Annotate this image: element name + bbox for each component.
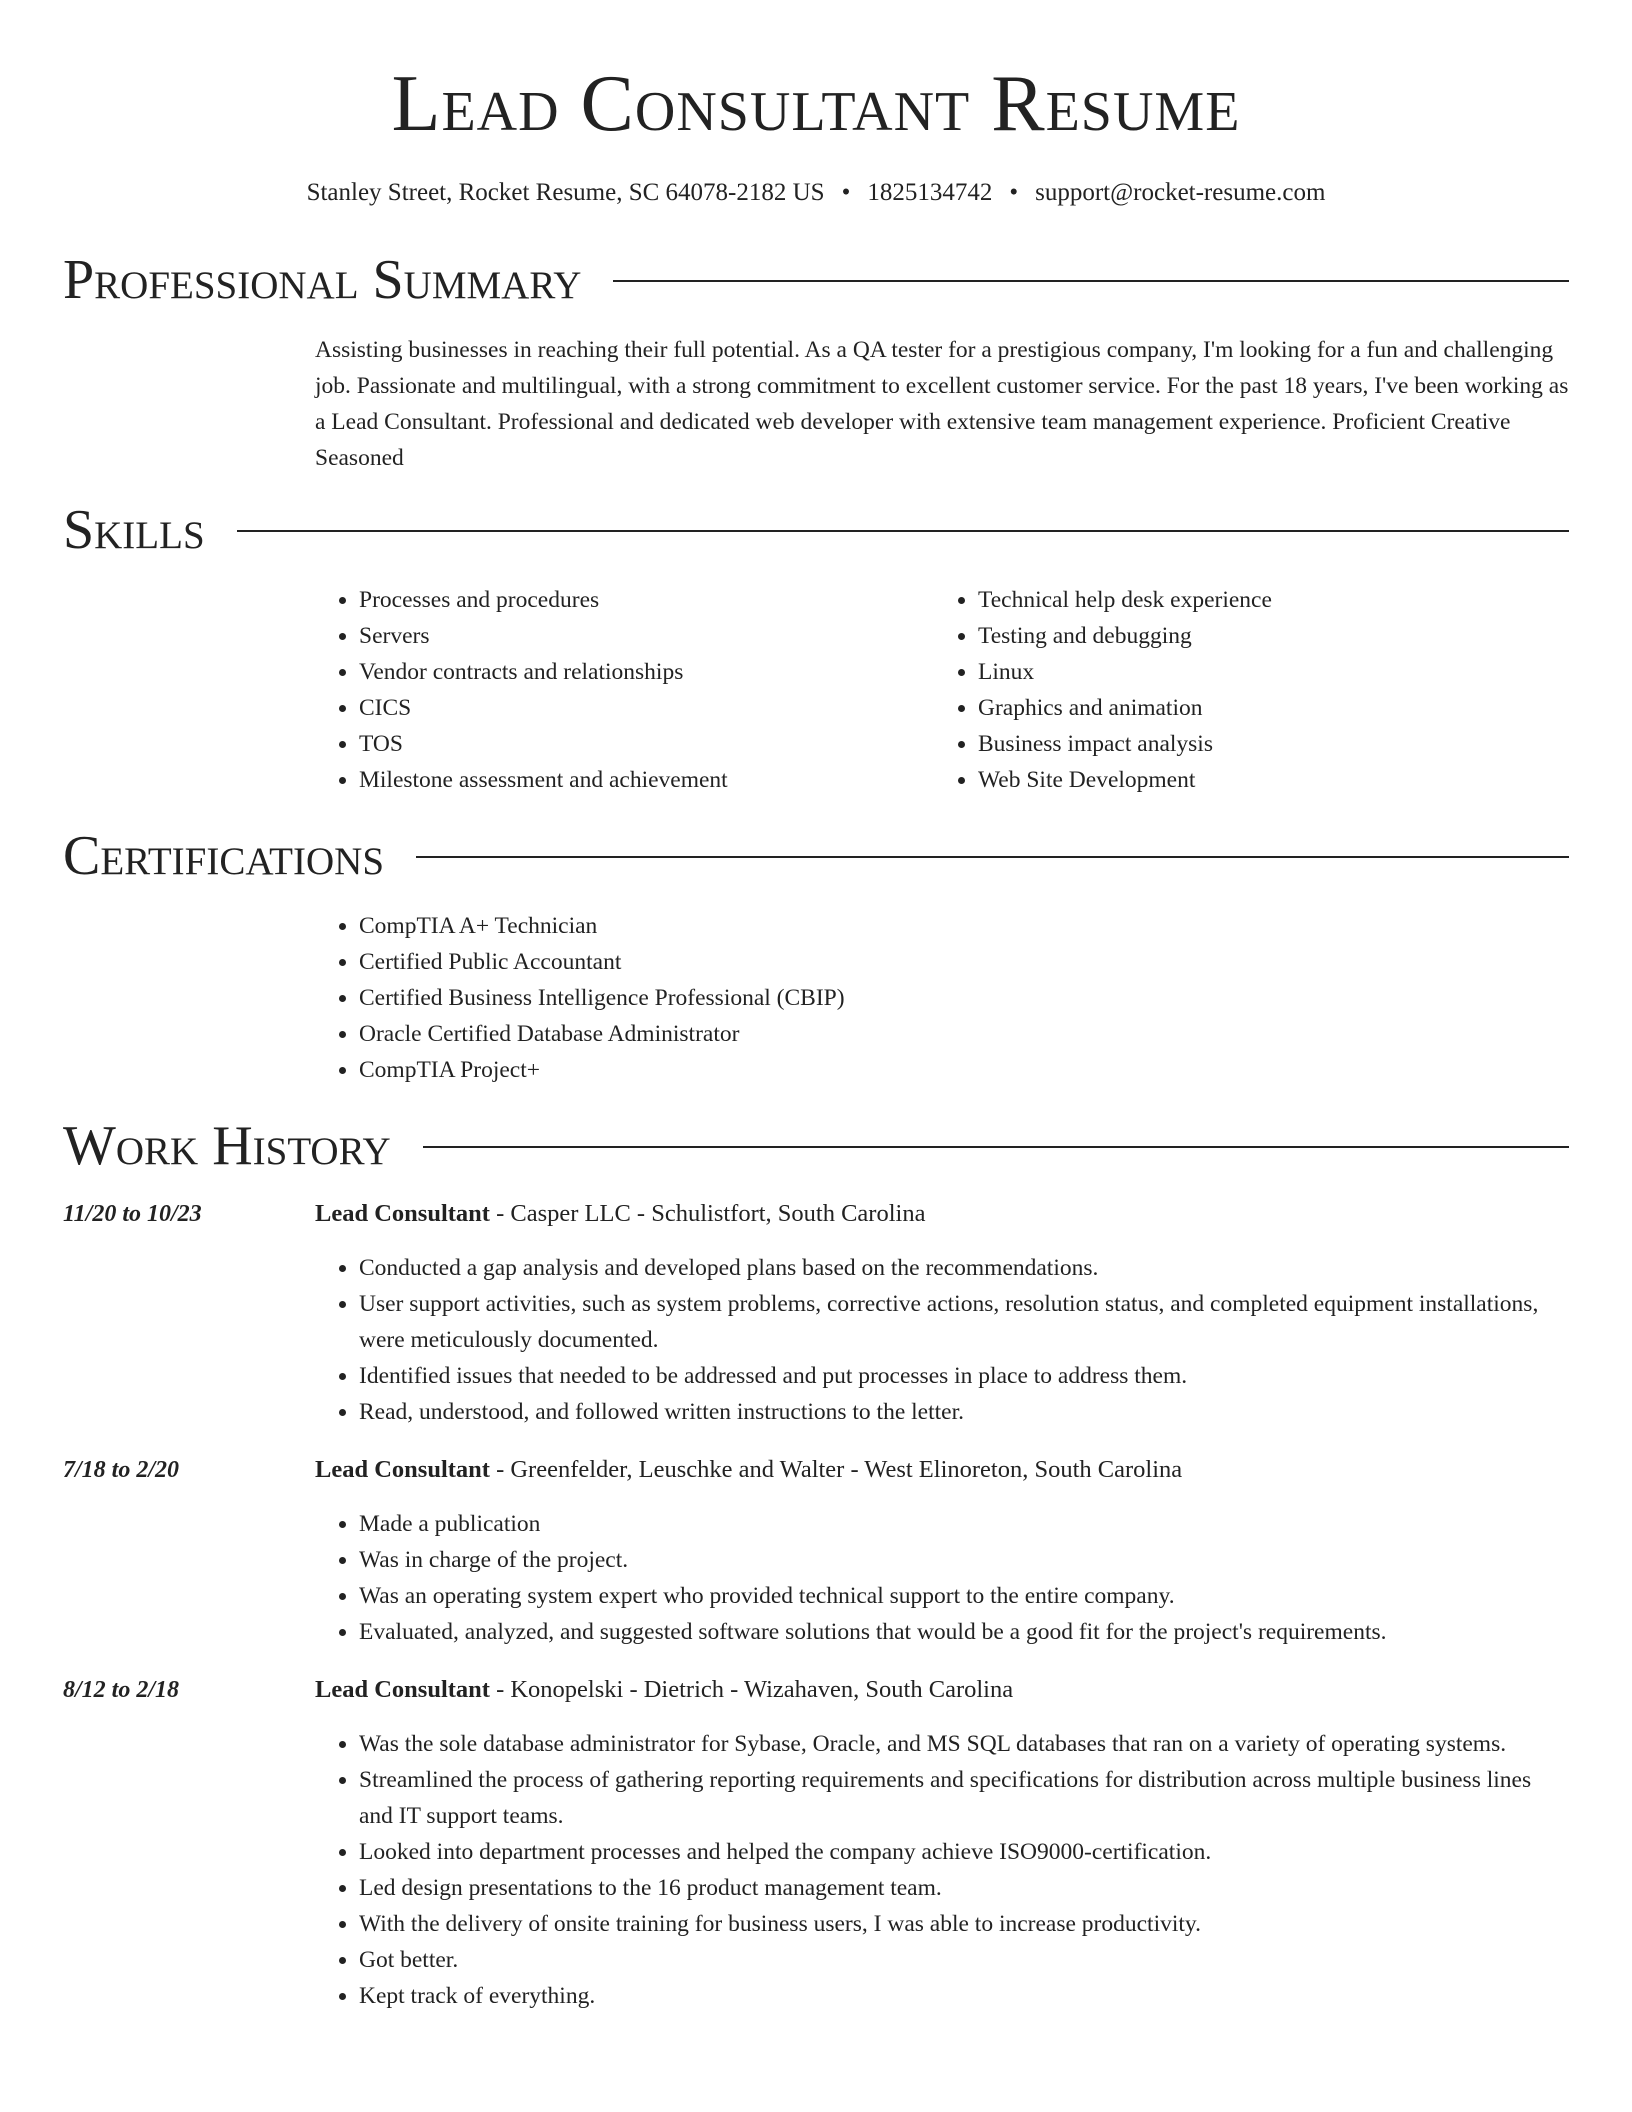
contact-separator: • [841, 179, 851, 206]
job-entry [63, 1196, 1569, 1430]
certifications-items [315, 908, 1569, 1088]
contact-separator: • [1009, 179, 1019, 206]
job-dates: 8/12 to 2/18 [63, 1677, 180, 1703]
skills-section-header [63, 498, 1569, 562]
job-bullet: • Evaluated, analyzed, and suggested software solutions that would be a good fit for the project's requirements. [359, 1614, 1569, 1650]
job-bullets [315, 1506, 1569, 1650]
summary-heading: Professional Summary [63, 249, 582, 311]
certification-item: • CompTIA A+ Technician [359, 908, 1569, 944]
contact-email[interactable]: support@rocket-resume.com [1035, 179, 1326, 206]
job-bullets [315, 1726, 1569, 2014]
skill-item: • Technical help desk experience [978, 582, 1553, 618]
job-bullet: • Conducted a gap analysis and developed plans based on the recommendations. [359, 1250, 1569, 1286]
job-bullet: • Was the sole database administrator for Sybase, Oracle, and MS SQL databases that ran on a variety of operating systems. [359, 1726, 1569, 1762]
job-bullet: • Got better. [359, 1942, 1569, 1978]
skill-item: • Linux [978, 654, 1553, 690]
skill-item: • CICS [359, 690, 934, 726]
job-dates: 11/20 to 10/23 [63, 1201, 202, 1227]
work-history-heading: Work History [63, 1115, 391, 1177]
section-divider [237, 530, 1569, 532]
contact-address: Stanley Street, Rocket Resume, SC 64078-2182 US [306, 179, 825, 206]
summary-section-header [63, 248, 1569, 312]
job-entry [63, 1452, 1569, 1650]
job-bullet: • Read, understood, and followed written instructions to the letter. [359, 1394, 1569, 1430]
contact-phone: 1825134742 [867, 179, 993, 206]
job-role: Lead Consultant [315, 1676, 490, 1703]
job-bullet: • Was an operating system expert who provided technical support to the entire company. [359, 1578, 1569, 1614]
skill-item: • Graphics and animation [978, 690, 1553, 726]
skill-item: • Processes and procedures [359, 582, 934, 618]
job-employer-location: - Casper LLC - Schulistfort, South Carolina [489, 1200, 926, 1227]
job-bullet: • Identified issues that needed to be addressed and put processes in place to address them. [359, 1358, 1569, 1394]
summary-text: Assisting businesses in reaching their full potential. As a QA tester for a prestigious company, I'm looking for a fun and challenging job. Passionate and multilingual, with a strong commitment to excellent customer service. For the past 18 years, I've been working as a Lead Consultant. Professional and dedicated web developer with extensive team management experience. Proficient Creative Seasoned [315, 337, 1569, 471]
section-divider [416, 856, 1569, 858]
job-role: Lead Consultant [315, 1456, 490, 1483]
job-details [315, 1452, 1569, 1650]
certification-item: • Certified Public Accountant [359, 944, 1569, 980]
skill-item: • Testing and debugging [978, 618, 1553, 654]
skills-column-right [934, 582, 1553, 798]
skills-heading: Skills [63, 499, 205, 561]
certification-item: • Oracle Certified Database Administrator [359, 1016, 1569, 1052]
skill-item: • Milestone assessment and achievement [359, 762, 934, 798]
job-title-line [315, 1672, 1569, 1708]
skills-column-left [315, 582, 934, 798]
job-title-line [315, 1196, 1569, 1232]
skill-item: • Web Site Development [978, 762, 1553, 798]
job-bullets [315, 1250, 1569, 1430]
job-entry [63, 1672, 1569, 2014]
section-divider [423, 1146, 1569, 1148]
job-bullet: • Looked into department processes and helped the company achieve ISO9000-certification. [359, 1834, 1569, 1870]
section-divider [613, 280, 1569, 282]
job-bullet: • Was in charge of the project. [359, 1542, 1569, 1578]
skill-item: • TOS [359, 726, 934, 762]
job-bullet: • Streamlined the process of gathering reporting requirements and specifications for distribution across multiple business lines and IT support teams. [359, 1762, 1569, 1834]
job-bullet: • Kept track of everything. [359, 1978, 1569, 2014]
certifications-list [315, 908, 1569, 1088]
work-history-section-header [63, 1114, 1569, 1178]
contact-line [63, 176, 1569, 210]
certifications-section-header [63, 824, 1569, 888]
skill-item: • Servers [359, 618, 934, 654]
skill-item: • Vendor contracts and relationships [359, 654, 934, 690]
job-bullet: • Led design presentations to the 16 product management team. [359, 1870, 1569, 1906]
certification-item: • Certified Business Intelligence Professional (CBIP) [359, 980, 1569, 1016]
work-history-list [63, 1196, 1569, 2014]
certifications-heading: Certifications [63, 825, 385, 887]
job-employer-location: - Greenfelder, Leuschke and Walter - West Elinoreton, South Carolina [489, 1456, 1183, 1483]
job-bullet: • Made a publication [359, 1506, 1569, 1542]
job-dates: 7/18 to 2/20 [63, 1457, 180, 1483]
job-bullet: • With the delivery of onsite training for business users, I was able to increase productivity. [359, 1906, 1569, 1942]
skill-item: • Business impact analysis [978, 726, 1553, 762]
job-employer-location: - Konopelski - Dietrich - Wizahaven, South Carolina [489, 1676, 1014, 1703]
job-role: Lead Consultant [315, 1200, 490, 1227]
page-title: Lead Consultant Resume [391, 60, 1241, 148]
job-title-line [315, 1452, 1569, 1488]
skills-list [315, 582, 1569, 798]
job-details [315, 1672, 1569, 2014]
job-details [315, 1196, 1569, 1430]
certification-item: • CompTIA Project+ [359, 1052, 1569, 1088]
job-bullet: • User support activities, such as system problems, corrective actions, resolution status, and completed equipment installations, were meticulously documented. [359, 1286, 1569, 1358]
